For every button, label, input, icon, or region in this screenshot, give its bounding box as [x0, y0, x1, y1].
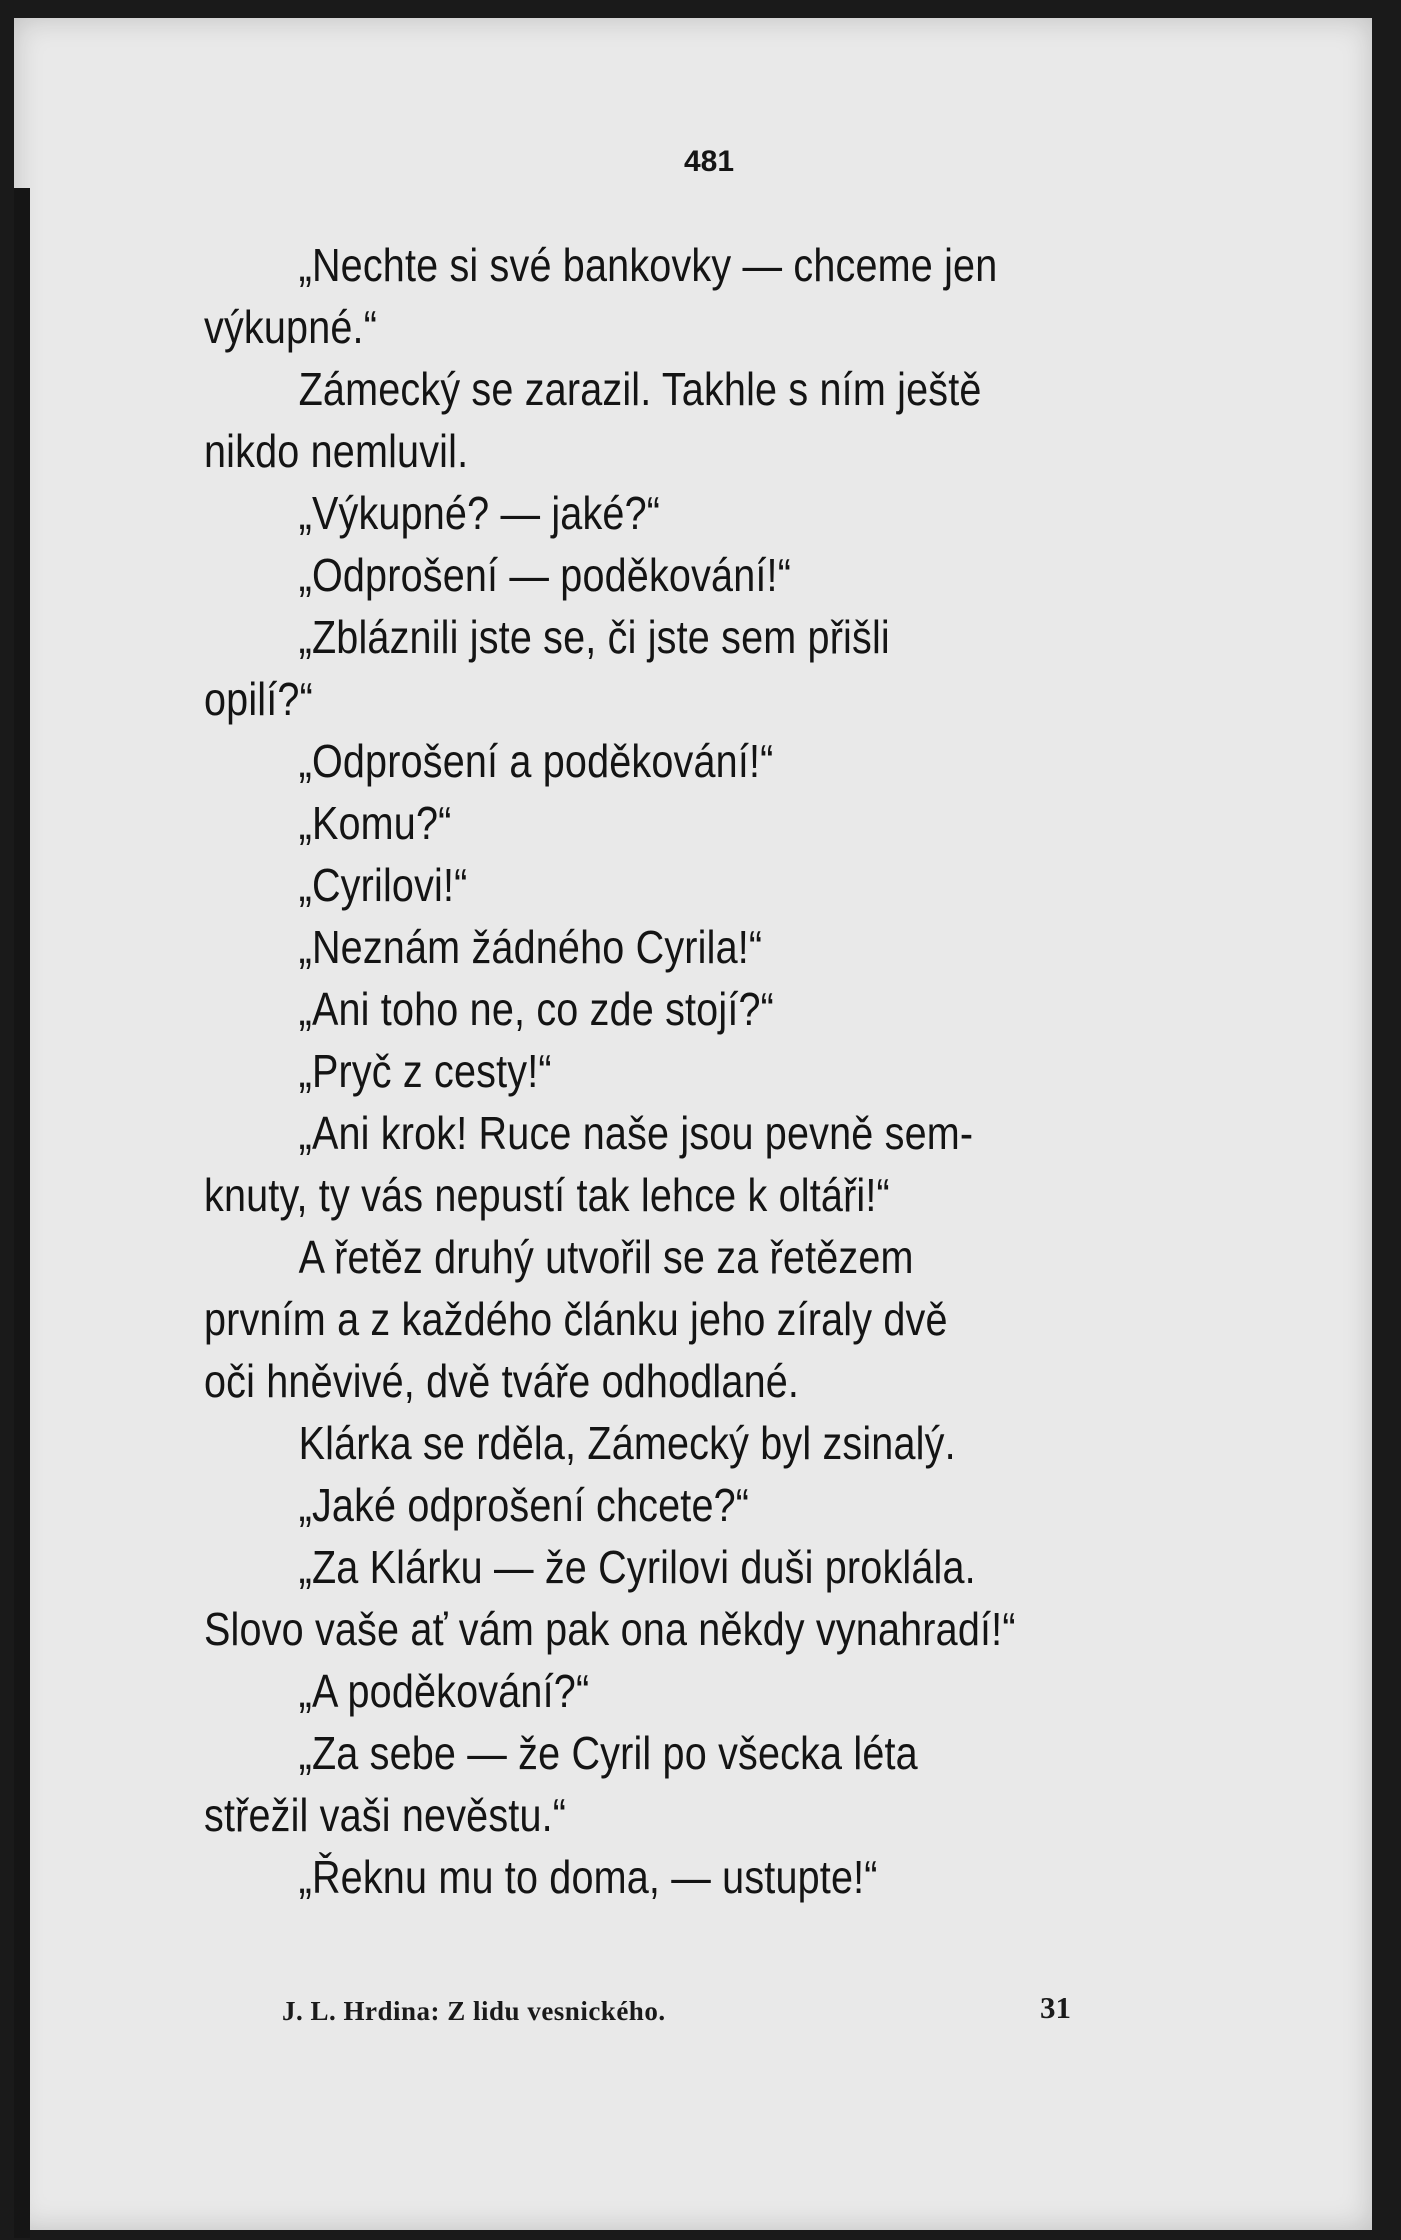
- text-line: „Pryč z cesty!“: [298, 1045, 552, 1097]
- text-line: „Komu?“: [298, 797, 452, 849]
- text-line: střežil vaši nevěstu.“: [204, 1789, 567, 1841]
- text-line: „Jaké odprošení chcete?“: [298, 1479, 750, 1531]
- text-line: „Řeknu mu to doma, — ustupte!“: [298, 1851, 878, 1903]
- text-line: prvním a z každého článku jeho zíraly dvě: [204, 1293, 948, 1345]
- text-line: knuty, ty vás nepustí tak lehce k oltáři!“: [204, 1169, 890, 1221]
- text-line: „Za sebe — že Cyril po všecka léta: [298, 1727, 918, 1779]
- text-line: oči hněvivé, dvě tváře odhodlané.: [204, 1355, 800, 1407]
- text-line: „Nechte si své bankovky — chceme jen: [298, 239, 998, 291]
- text-line: „Odprošení — poděkování!“: [298, 549, 792, 601]
- text-line: „Ani toho ne, co zde stojí?“: [298, 983, 775, 1035]
- footer-author-title: J. L. Hrdina: Z lidu vesnického.: [282, 1996, 666, 2026]
- page-number: 481: [684, 145, 735, 178]
- book-page: [14, 18, 1372, 2230]
- text-line: výkupné.“: [204, 301, 378, 353]
- text-line: „Ani krok! Ruce naše jsou pevně sem-: [298, 1107, 974, 1159]
- text-line: nikdo nemluvil.: [204, 425, 469, 477]
- text-line: „Odprošení a poděkování!“: [298, 735, 774, 787]
- signature-mark: 31: [1040, 1990, 1071, 2025]
- text-line: opilí?“: [204, 673, 313, 725]
- text-line: Slovo vaše ať vám pak ona někdy vynahradí!“: [204, 1603, 1016, 1655]
- text-line: „A poděkování?“: [298, 1665, 590, 1717]
- text-line: Zámecký se zarazil. Takhle s ním ještě: [298, 363, 982, 415]
- text-line: A řetěz druhý utvořil se za řetězem: [298, 1231, 914, 1283]
- text-line: „Zbláznili jste se, či jste sem přišli: [298, 611, 890, 663]
- text-line: „Cyrilovi!“: [298, 859, 468, 911]
- text-line: „Neznám žádného Cyrila!“: [298, 921, 763, 973]
- page-spine-shadow: [14, 188, 30, 2238]
- text-line: „Výkupné? — jaké?“: [298, 487, 661, 539]
- text-line: „Za Klárku — že Cyrilovi duši proklála.: [298, 1541, 976, 1593]
- text-line: Klárka se rděla, Zámecký byl zsinalý.: [298, 1417, 956, 1469]
